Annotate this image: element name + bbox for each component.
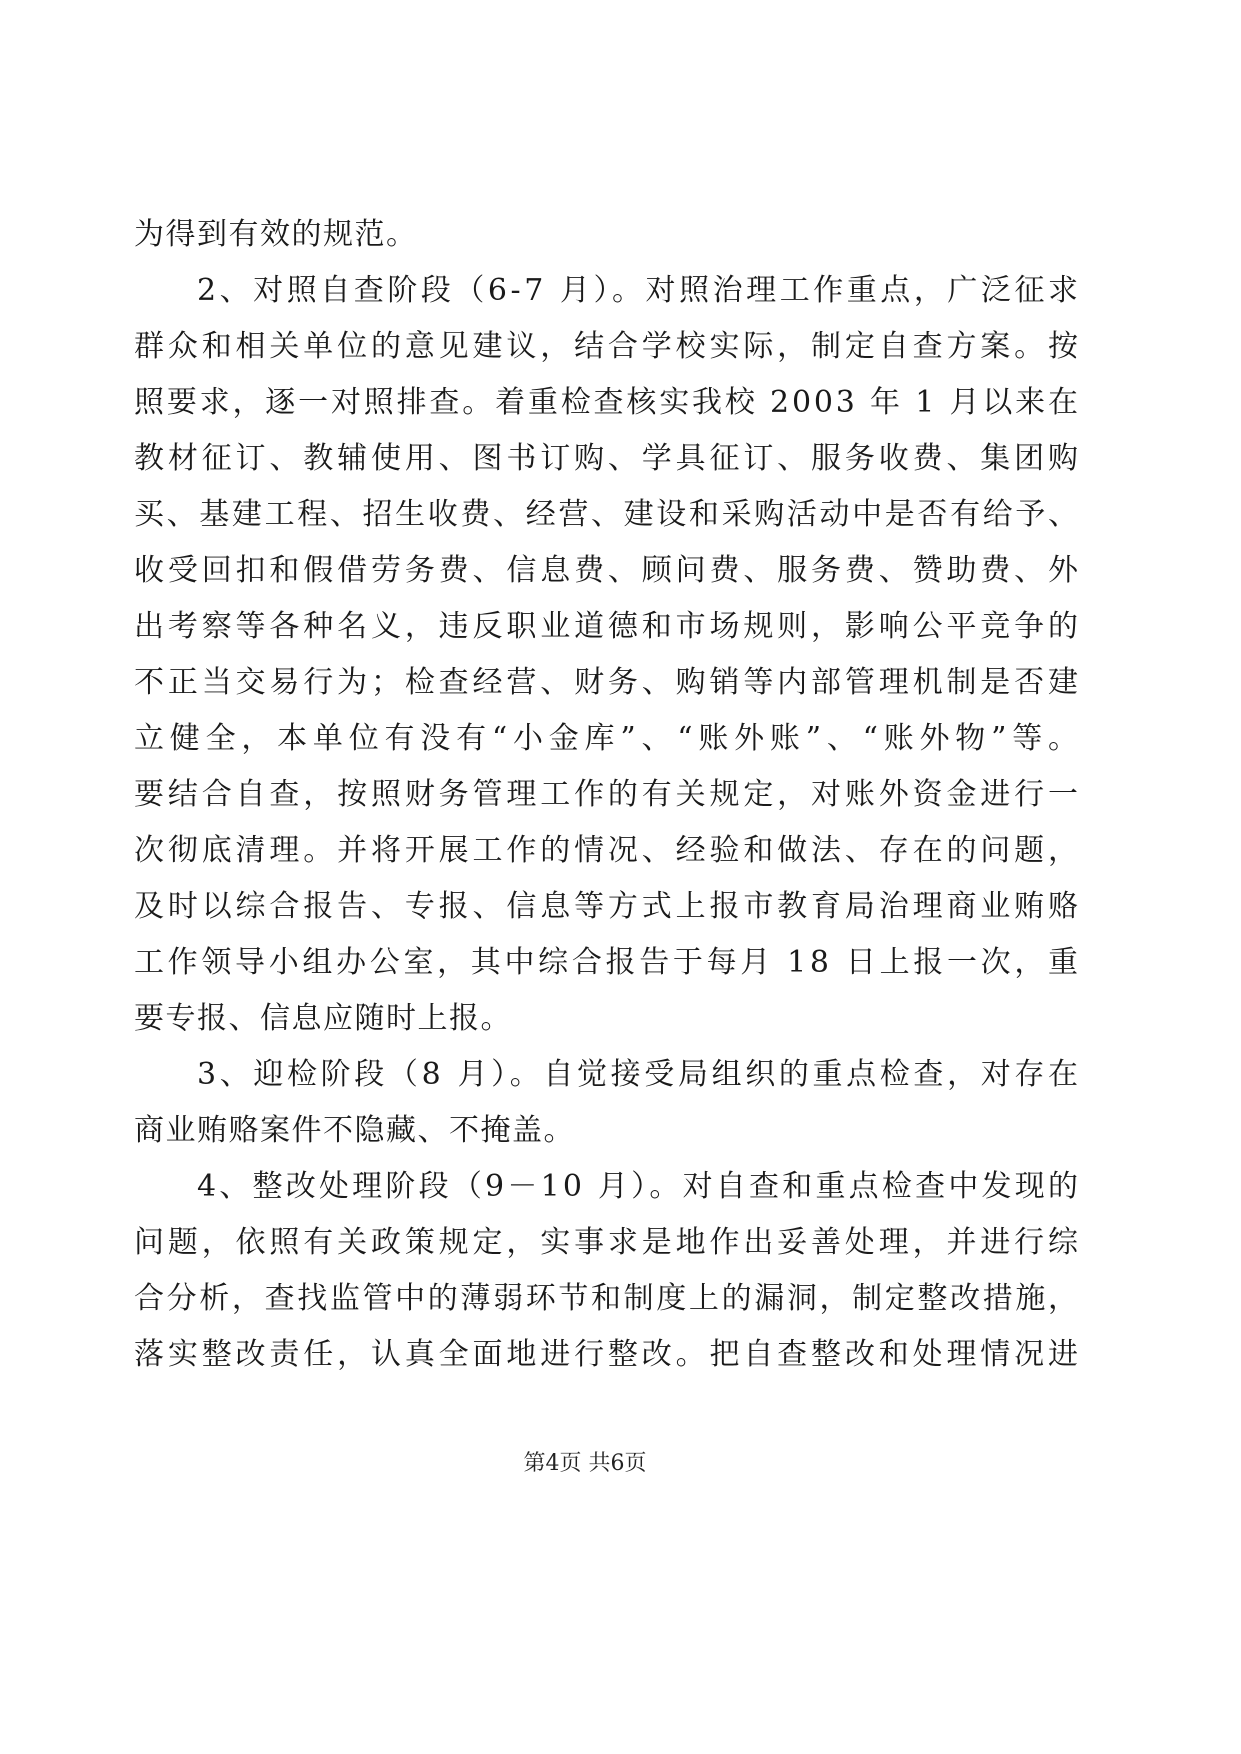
text-line: 商业贿赂案件不隐藏、不掩盖。 — [134, 1113, 575, 1148]
text-line: 群众和相关单位的意见建议，结合学校实际，制定自查方案。按 — [134, 329, 1082, 364]
text-line: 买、基建工程、招生收费、经营、建设和采购活动中是否有给予、 — [134, 497, 1081, 532]
text-line: 照要求，逐一对照排查。着重检查核实我校 2003 年 1 月以来在 — [134, 385, 1081, 420]
text-line: 出考察等各种名义，违反职业道德和市场规则，影响公平竞争的 — [134, 609, 1082, 644]
text-line: 合分析，查找监管中的薄弱环节和制度上的漏洞，制定整改措施， — [134, 1281, 1081, 1316]
text-line: 收受回扣和假借劳务费、信息费、顾问费、服务费、赞助费、外 — [134, 553, 1082, 588]
text-line: 为得到有效的规范。 — [134, 217, 418, 252]
text-line: 3、迎检阶段（8 月）。自觉接受局组织的重点检查，对存在 — [197, 1057, 1082, 1092]
page-footer: 第4页 共6页 — [523, 1451, 647, 1476]
text-line: 教材征订、教辅使用、图书订购、学具征订、服务收费、集团购 — [134, 441, 1082, 476]
text-line: 次彻底清理。并将开展工作的情况、经验和做法、存在的问题， — [134, 833, 1082, 868]
text-line: 工作领导小组办公室，其中综合报告于每月 18 日上报一次，重 — [134, 945, 1082, 980]
text-line: 要专报、信息应随时上报。 — [134, 1001, 512, 1036]
text-line: 及时以综合报告、专报、信息等方式上报市教育局治理商业贿赂 — [134, 889, 1082, 924]
text-line: 立健全，本单位有没有“小金库”、“账外账”、“账外物”等。 — [134, 721, 1084, 756]
text-line: 落实整改责任，认真全面地进行整改。把自查整改和处理情况进 — [134, 1337, 1082, 1372]
text-line: 问题，依照有关政策规定，实事求是地作出妥善处理，并进行综 — [134, 1225, 1082, 1260]
text-line: 2、对照自查阶段（6-7 月）。对照治理工作重点，广泛征求 — [197, 273, 1082, 308]
text-line: 要结合自查，按照财务管理工作的有关规定，对账外资金进行一 — [134, 777, 1082, 812]
text-line: 4、整改处理阶段（9－10 月）。对自查和重点检查中发现的 — [197, 1169, 1082, 1204]
text-line: 不正当交易行为；检查经营、财务、购销等内部管理机制是否建 — [134, 665, 1082, 700]
